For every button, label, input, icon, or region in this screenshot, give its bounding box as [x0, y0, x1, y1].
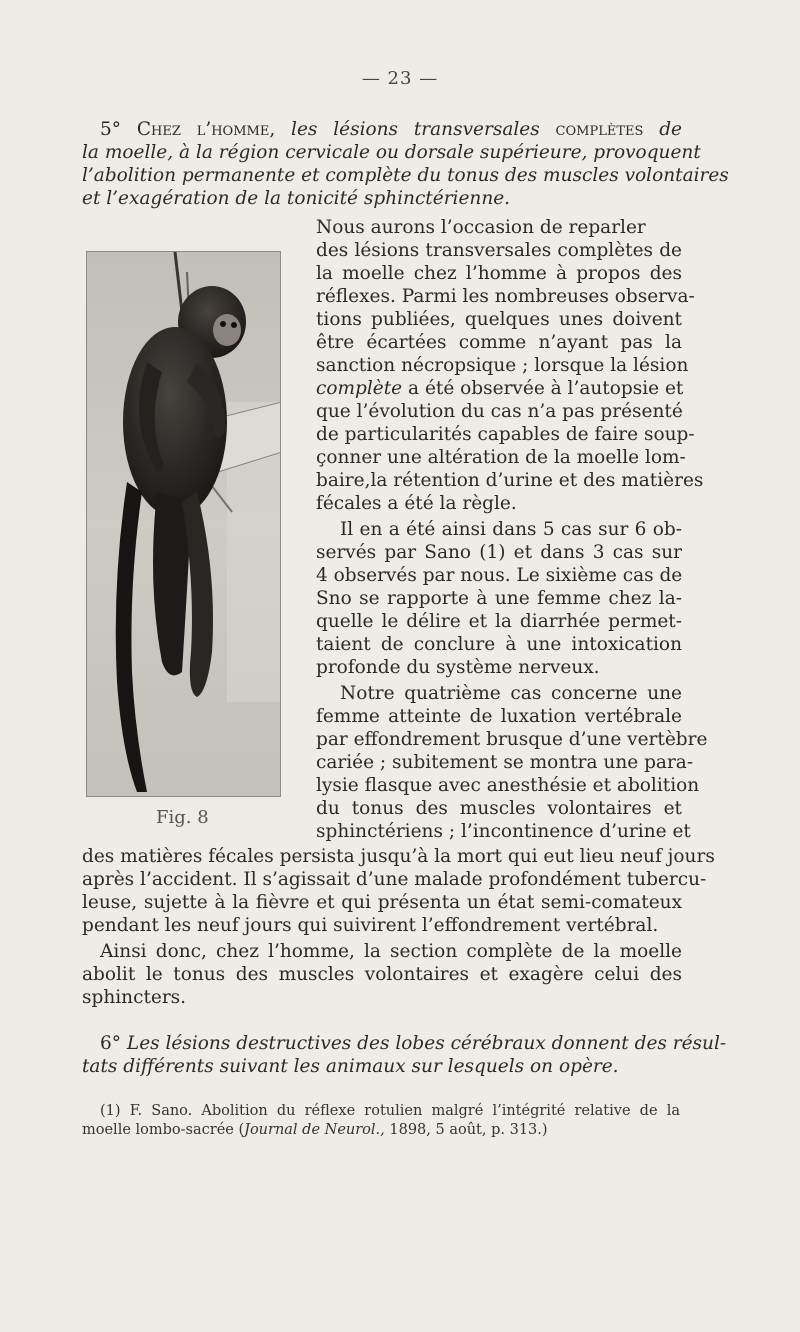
full-line: Ainsi donc, chez l’homme, la section complète de la moelle	[100, 941, 682, 962]
body-line: Il en a été ainsi dans 5 cas sur 6 ob-	[340, 519, 682, 540]
full-line: abolit le tonus des muscles volontaires et exagère celui des	[82, 964, 682, 985]
body-line: çonner une altération de la moelle lom-	[316, 447, 686, 468]
full-line: des matières fécales persista jusqu’à la mort qui eut lieu neuf jours	[82, 846, 715, 867]
full-line: pendant les neuf jours qui suivirent l’effondrement vertébral.	[82, 915, 659, 936]
body-line: par effondrement brusque d’une vertèbre	[316, 729, 708, 750]
section5-line3: l’abolition permanente et complète du tonus des muscles volontaires	[82, 165, 729, 186]
footnote-line1: (1) F. Sano. Abolition du réflexe rotulien malgré l’intégrité relative de la	[100, 1103, 680, 1119]
full-line: leuse, sujette à la fièvre et qui présenta un état semi-comateux	[82, 892, 682, 913]
section6-line1: 6° Les lésions destructives des lobes cérébraux donnent des résul-	[100, 1033, 727, 1054]
body-line: des lésions transversales complètes de	[316, 240, 682, 261]
body-line: lysie flasque avec anesthésie et abolition	[316, 775, 700, 796]
body-line: Sno se rapporte à une femme chez la-	[316, 588, 682, 609]
full-line: sphincters.	[82, 987, 187, 1008]
body-line: baire,la rétention d’urine et des matières	[316, 470, 704, 491]
body-line: tions publiées, quelques unes doivent	[316, 309, 682, 330]
body-line: que l’évolution du cas n’a pas présenté	[316, 401, 683, 422]
section5-line2: la moelle, à la région cervicale ou dorsale supérieure, provoquent	[82, 142, 701, 163]
body-line: sphinctériens ; l’incontinence d’urine et	[316, 821, 691, 842]
body-line: servés par Sano (1) et dans 3 cas sur	[316, 542, 682, 563]
body-line: du tonus des muscles volontaires et	[316, 798, 682, 819]
page-number: — 23 —	[361, 68, 439, 89]
body-line: 4 observés par nous. Le sixième cas de	[316, 565, 683, 586]
body-line: Nous aurons l’occasion de reparler	[316, 217, 646, 238]
section5-line1: 5° Chez l’homme, les lésions transversales complètes de	[100, 119, 683, 140]
figure-caption: Fig. 8	[156, 807, 209, 828]
body-line: Notre quatrième cas concerne une	[340, 683, 682, 704]
footnote-line2: moelle lombo-sacrée (Journal de Neurol., 1898, 5 août, p. 313.)	[82, 1122, 548, 1138]
body-line: de particularités capables de faire soup-	[316, 424, 695, 445]
body-line: réflexes. Parmi les nombreuses observa-	[316, 286, 695, 307]
body-line: sanction nécropsique ; lorsque la lésion	[316, 355, 689, 376]
body-line: cariée ; subitement se montra une para-	[316, 752, 694, 773]
body-line: quelle le délire et la diarrhée permet-	[316, 611, 682, 632]
body-line: fécales a été la règle.	[316, 493, 517, 514]
monkey-figure-icon	[87, 252, 281, 797]
body-line: la moelle chez l’homme à propos des	[316, 263, 682, 284]
section6-line2: tats différents suivant les animaux sur lesquels on opère.	[82, 1056, 619, 1077]
full-line: après l’accident. Il s’agissait d’une malade profondément tubercu-	[82, 869, 707, 890]
body-line-complete: complète a été observée à l’autopsie et	[316, 378, 684, 399]
body-line: taient de conclure à une intoxication	[316, 634, 682, 655]
body-line: femme atteinte de luxation vertébrale	[316, 706, 682, 727]
monkey-photograph	[86, 251, 281, 797]
body-line: profonde du système nerveux.	[316, 657, 600, 678]
body-line: être écartées comme n’ayant pas la	[316, 332, 682, 353]
section5-line4: et l’exagération de la tonicité sphinctérienne.	[82, 188, 511, 209]
